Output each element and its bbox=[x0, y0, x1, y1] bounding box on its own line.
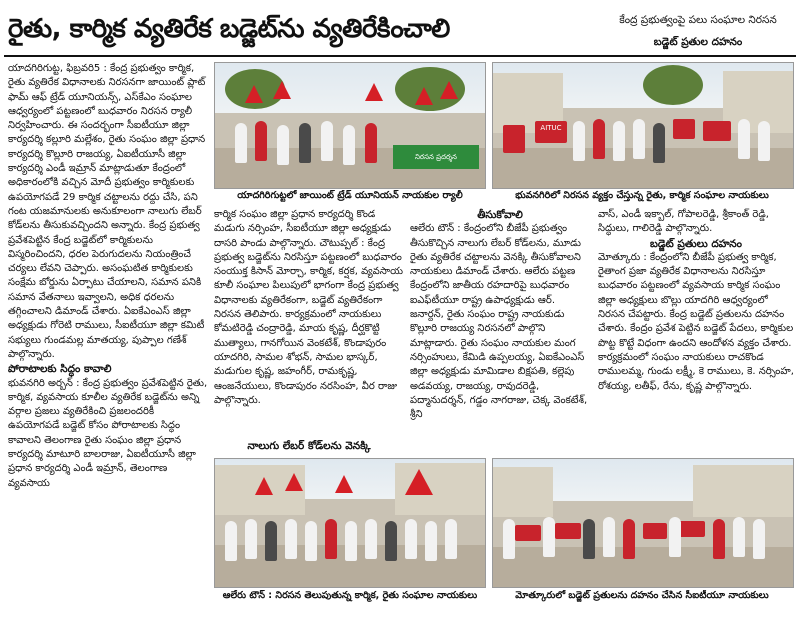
column-2 bbox=[214, 208, 404, 438]
caption-photo-3: ఆలేరు టౌన్ : నిరసన తెలుపుతున్న కార్మిక, రైతు సంఘాల నాయకులు bbox=[222, 590, 478, 601]
col2-paragraph: కార్మిక సంఘం జిల్లా ప్రధాన కార్యదర్శి కొండ మడుగు నర్సింహ, సీఐటీయూ జిల్లా అధ్యక్షుడు దాసరి పాండు పాల్గొన్నారు. చౌటుప్పల్ : కేంద్ర ప్రభుత్వ బడ్జెట్‌ను నిరసిస్తూ పట్టణంలో బుధవారం సంయుక్త కిసాన్ మోర్చా, కార్మిక, కర్షక, వ్యవసాయ కూలీ సంఘాల పిలుపులో భాగంగా కేంద్ర ప్రభుత్వ విధానాలకు వ్యతిరేకంగా, బడ్జెట్ వ్యతిరేకంగా నిరసన తెలిపారు. కార్యక్రమంలో నాయకులు కోమటిరెడ్డి చంద్రారెడ్డి, మాయ కృష్ణ, దీర్ఘకొట్టి ముత్యాలు, గానగోయిన వెంకటేశ్, కొండాపురం యాదగిరి, సామల శోభన్, సామల భాస్కర్, మడుగుల కృష్ణ, జహంగీర్, రామకృష్ణ, ఆంజనేయులు, కొండాపురం నరసింహ, వీర రాజు పాల్గొన్నారు. bbox=[214, 209, 403, 406]
caption-photo-1: యాదగిరిగుట్టలో జాయింట్ ట్రేడ్ యూనియన్ నాయకుల ర్యాలీ bbox=[237, 190, 463, 201]
photo-mothkur-budget-burning bbox=[492, 458, 794, 588]
col2-subhead: నాలుగు లేబర్ కోడ్‌లను వెనక్కి bbox=[247, 440, 371, 452]
col3-subhead: తీసుకోవాలి bbox=[477, 209, 523, 221]
column-1 bbox=[8, 62, 208, 602]
photo-aleru-protest bbox=[214, 458, 486, 588]
photo-yadagirigutta-rally bbox=[214, 62, 486, 189]
column-3 bbox=[410, 208, 590, 453]
col1-subhead: పోరాటాలకు సిద్ధం కావాలి bbox=[8, 363, 112, 376]
deck-line-1: కేంద్ర ప్రభుత్వంపై పలు సంఘాల నిరసన bbox=[619, 14, 777, 26]
caption-photo-4: మోత్కూరులో బడ్జెట్ ప్రతులను దహనం చేసిన సీఐటీయూ నాయకులు bbox=[515, 590, 769, 601]
placard-aituc: AITUC bbox=[535, 121, 567, 143]
col1-paragraph-1: యాదగిరిగుట్ట, ఫిబ్రవరి5 : కేంద్ర ప్రభుత్వం కార్మిక, రైతు వ్యతిరేక విధానాలకు నిరసనగా జాయింట్ ప్లాట్ ఫామ్ ఆఫ్ ట్రేడ్ యూనియన్స్, ఎస్‌కేఎం సంఘాల ఆధ్వర్యంలో పట్టణంలో బుధవారం నిరసన ర్యాలీ నిర్వహించారు. ఈ సందర్భంగా సీఐటీయూ జిల్లా కార్యదర్శి కల్లూరి మల్లేశం, రైతు సంఘం జిల్లా ప్రధాన కార్యదర్శి కొల్లూరి రాజయ్య, ఏఐటీయూసీ జిల్లా కార్యదర్శి ఎండీ ఇమ్రాన్ మాట్లాడుతూ కేంద్రంలో అధికారంలోకి వచ్చిన మోదీ ప్రభుత్వం కార్మికులకు ఉపయోగపడే 29 కార్మిక చట్టాలను రద్దు చేసి, పని గంట యజమానులకు అనుకూలంగా నాలుగు లేబర్ కోడ్‌లను తీసుకువచ్చిందని అన్నారు. కేంద్ర ప్రభుత్వ ప్రవేశపెట్టిన కేంద్ర బడ్జెట్‌లో కార్మికులను విస్మరించిందని, ధరల పెరుగుదలను నియంత్రించే చర్యలు లేవని చెప్పారు. అసంఘటిత కార్మికులకు సంక్షేమ బోర్డును ఏర్పాటు చేయాలని, సమాన పనికి సమాన వేతనాలు ఇవ్వాలని, అధిక ధరలను తగ్గించాలని డిమాండ్ చేశారు. ఏఐకేఎంఎస్ జిల్లా అధ్యక్షుడు గోరెటి రాములు, సీఐటీయూ జిల్లా కమిటీ సభ్యులు గుండమల్ల మాతయ్య, పుప్పాల గణేశ్ పాల్గొన్నారు. bbox=[8, 63, 206, 360]
col4-paragraph-2: మోత్కూరు : కేంద్రంలోని బీజేపీ ప్రభుత్వ కార్మిక, రైతాంగ ప్రజా వ్యతిరేక విధానాలను నిరసిస్తూ బుధవారం పట్టణంలో వ్యవసాయ కార్మిక సంఘం జిల్లా అధ్యక్షులు బొల్లు యాదగిరి ఆధ్వర్యంలో నిరసన చేపట్టారు. కేంద్ర బడ్జెట్ ప్రతులను దహనం చేశారు. కేంద్రం ప్రవేశ పెట్టిన బడ్జెట్ పేదలు, కార్మికుల పొట్ట కొట్టే విధంగా ఉందని ఆందోళన వ్యక్తం చేశారు. కార్యక్రమంలో సంఘం నాయకులు రాచకొండ రాములమ్మ, గుండు లక్ష్మీ, కె రాములు, కె. నర్సింహ, రోశయ్య, లతీఫ్, రేను, కృష్ణ పాల్గొన్నారు. bbox=[598, 251, 794, 392]
protest-banner: నిరసన ప్రదర్శన bbox=[393, 145, 479, 169]
headline: రైతు, కార్మిక వ్యతిరేక బడ్జెట్‌ను వ్యతిరేకించాలి bbox=[8, 14, 450, 44]
col3-paragraph: ఆలేరు టౌన్ : కేంద్రంలోని బీజేపీ ప్రభుత్వం తీసుకొచ్చిన నాలుగు లేబర్ కోడ్‌లను, మూడు రైతు వ్యతిరేక చట్టాలను వెనక్కి తీసుకోవాలని నాయకులు డిమాండ్ చేశారు. ఆలేరు పట్టణ కేంద్రంలోని జాతీయ రహదారిపై బుధవారం ఐఎఫ్‌టీయూ రాష్ట్ర ఉపాధ్యక్షుడు ఆర్. జనార్దన్, రైతు సంఘం రాష్ట్ర నాయకుడు కొల్లూరి రాజయ్య నిరసనలో పాల్గొని మాట్లాడారు. రైతు సంఘం నాయకుల మంగ నర్సింహులు, కేమిడి ఉప్పలయ్య, ఏఐకేఎంఎస్ జిల్లా అధ్యక్షుడు మామిడాల బిక్షపతి, కల్లెపు అడవయ్య, రాజయ్య, రావుదరెడ్డి, పద్మానుదర్శన్, గడ్డం నాగరాజు, చెక్క వెంకటేశ్, శ్రీని bbox=[410, 223, 588, 421]
col4-paragraph-1: వాస్, ఎండీ ఇక్బాల్, గోపాలరెడ్డి, శ్రీకాంత్ రెడ్డి, సిద్ధులు, గాలిరెడ్డి పాల్గొన్నారు. bbox=[598, 209, 769, 235]
col4-subhead: బడ్జెట్ ప్రతులు దహనం bbox=[649, 237, 743, 250]
header-rule bbox=[4, 55, 796, 57]
column-4 bbox=[598, 208, 794, 453]
deck-line-2: బడ్జెట్ ప్రతుల దహనం bbox=[653, 36, 743, 48]
photo-bhuvanagiri-protest bbox=[492, 62, 794, 189]
caption-photo-2: భువనగిరిలో నిరసన వ్యక్తం చేస్తున్న రైతు, కార్మిక సంఘాల నాయకులు bbox=[515, 190, 769, 201]
col1-paragraph-2: భువనగిరి అర్బన్ : కేంద్ర ప్రభుత్వం ప్రవేశపెట్టిన రైతు, కార్మిక, వ్యవసాయ కూలీల వ్యతిరేక బడ్జెట్‌ను అన్ని వర్గాల ప్రజలు వ్యతిరేకించి ప్రజలందరికీ ఉపయోగపడే బడ్జెట్ కోసం పోరాటాలకు సిద్ధం కావాలని తెలంగాణ రైతు సంఘం జిల్లా ప్రధాన కార్యదర్శి మాటూరి బాలరాజు, ఏఐటీయూసీ జిల్లా ప్రధాన కార్యదర్శి ఎండీ ఇమ్రాన్, తెలంగాణ వ్యవసాయ bbox=[8, 377, 208, 489]
